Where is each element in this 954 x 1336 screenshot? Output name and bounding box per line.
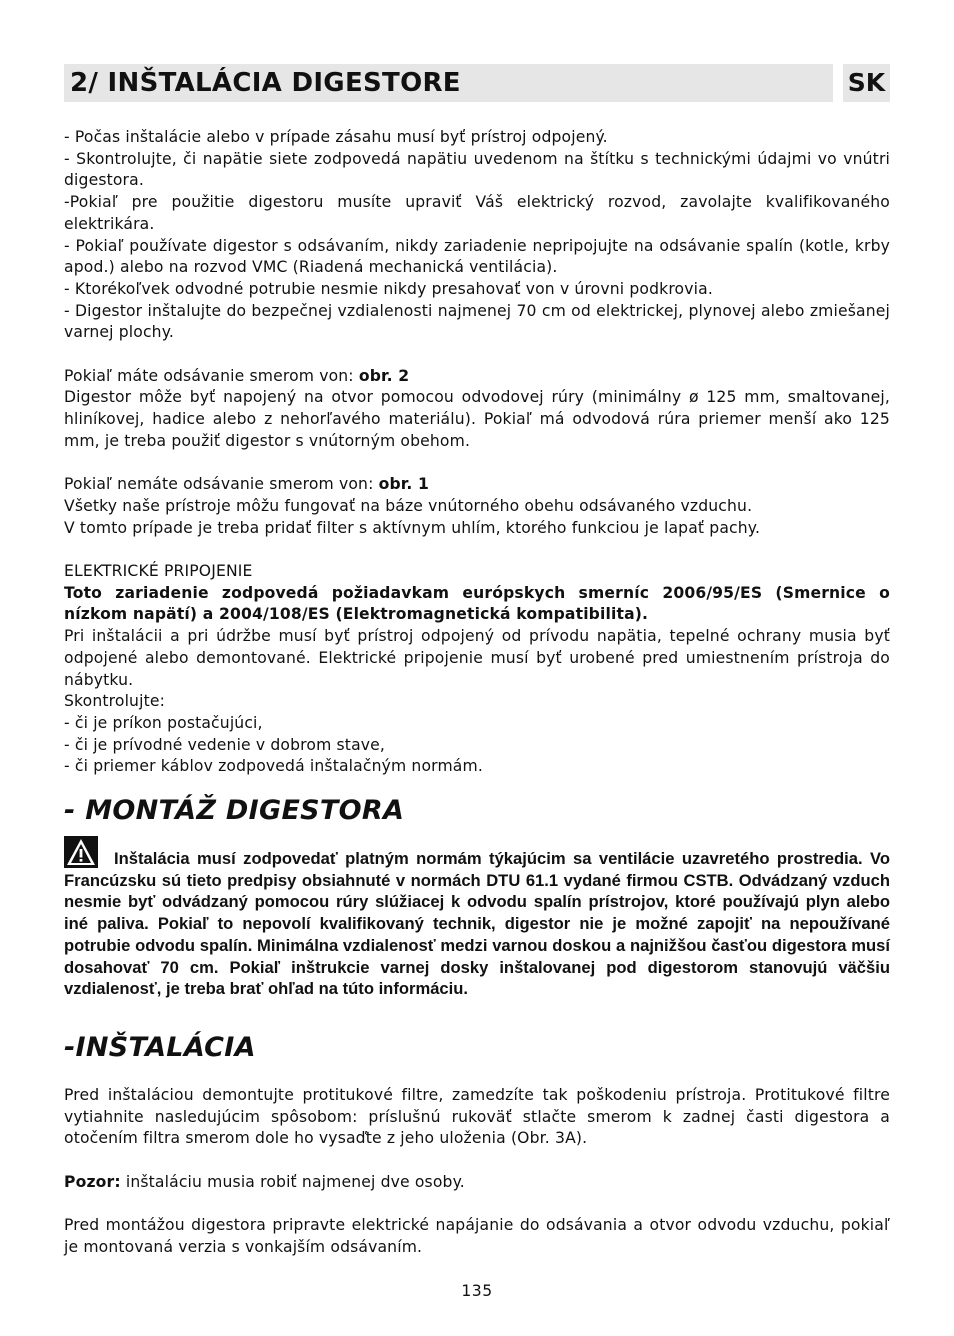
installation-heading: -INŠTALÁCIA: [64, 1032, 256, 1063]
intro-line: - Skontrolujte, či napätie siete zodpovedá napätiu uvedenom na štítku s technickými údajmi vo vnútri digestora.: [64, 149, 890, 190]
language-badge: SK: [843, 64, 890, 102]
recirculation-lead: Pokiaľ nemáte odsávanie smerom von: obr. 1: [64, 475, 430, 494]
recirculation-line: Všetky naše prístroje môžu fungovať na báze vnútorného obehu odsávaného vzduchu.: [64, 496, 753, 515]
figure-ref: obr. 2: [358, 366, 410, 385]
warning-text: Inštalácia musí zodpovedať platným normám týkajúcim sa ventilácie uzavretého prostredia. Vo Francúzsku sú tieto predpisy obsiahnuté v normách DTU 61.1 vydané firmou CSTB. Odvádzaný vzduch nesmie byť odvádzaný pomocou rúry slúžiacej k odvodu spalín prístrojov, ktoré používajú plyn alebo iné paliva. Pokiaľ to nepovolí kvalifikovaný technik, digestor nie je možné zapojiť na nepoužívané potrubie odvodu spalín. Minimálna vzdialenosť medzi varnou doskou a najnižšou časťou digestora musí dosahovať 70 cm. Pokiaľ inštrukcie varnej dosky inštalovanej pod digestorom stanovujú väčšiu vzdialenosť, je treba brať ohľad na túto informáciu.: [64, 849, 890, 999]
installation-text: Pred inštaláciou demontujte protitukové filtre, zamedzíte tak poškodeniu prístroja. Protitukové filtre vytiahnite nasledujúcim spôsobom: príslušnú rukoväť stlačte smerom k zadnej časti digestora a otočením filtra smerom dole ho vysaďte z jeho uloženia (Obr. 3A).: [64, 1086, 890, 1148]
electrical-directives: Toto zariadenie zodpovedá požiadavkam európskych smerníc 2006/95/ES (Smernice o nízkom napätí) a 2004/108/ES (Elektromagnetická kompatibilita).: [64, 583, 890, 624]
intro-line: - Počas inštalácie alebo v prípade zásahu musí byť prístroj odpojený.: [64, 128, 608, 146]
electrical-heading: ELEKTRICKÉ PRIPOJENIE: [64, 562, 253, 581]
check-item: - či priemer káblov zodpovedá inštalačným normám.: [64, 757, 483, 776]
caution-label: Pozor:: [64, 1172, 121, 1191]
caution-line: Pozor: inštaláciu musia robiť najmenej dve osoby.: [64, 1172, 465, 1191]
warning-triangle-icon: [64, 836, 98, 868]
external-exhaust-text: Digestor môže byť napojený na otvor pomocou odvodovej rúry (minimálny ø 125 mm, smaltovanej, hliníkovej, hadice alebo z nehorľavého materiálu). Pokiaľ má odvodová rúra priemer menší ako 125 mm, je treba použiť digestor s vnútorným obehom.: [64, 388, 890, 450]
page-number: 135: [461, 1282, 493, 1300]
recirculation-line: V tomto prípade je treba pridať filter s aktívnym uhlím, ktorého funkciou je lapať pachy.: [64, 518, 761, 537]
electrical-text: Pri inštalácii a pri údržbe musí byť prístroj odpojený od prívodu napätia, tepelné ochrany musia byť odpojené alebo demontované. Elektrické pripojenie musí byť urobené pred umiestnením prístroja do nábytku.: [64, 627, 890, 689]
installation-block: [64, 1085, 890, 1259]
check-item: - či je príkon postačujúci,: [64, 713, 263, 732]
check-item: - či je prívodné vedenie v dobrom stave,: [64, 735, 386, 754]
figure-ref: obr. 1: [378, 475, 430, 494]
intro-line: -Pokiaľ pre použitie digestoru musíte upraviť Váš elektrický rozvod, zavolajte kvalifikovaného elektrikára.: [64, 193, 890, 233]
montage-heading: - MONTÁŽ DIGESTORA: [64, 795, 405, 826]
external-exhaust-lead: Pokiaľ máte odsávanie smerom von: obr. 2: [64, 366, 410, 385]
intro-line: - Pokiaľ používate digestor s odsávaním, nikdy zariadenie nepripojujte na odsávanie spalín (kotle, krby apod.) alebo na rozvod VMC (Riadená mechanická ventilácia).: [64, 236, 890, 277]
check-label: Skontrolujte:: [64, 692, 165, 711]
intro-block: [64, 127, 890, 778]
page-title: 2/ INŠTALÁCIA DIGESTORE: [70, 68, 461, 98]
warning-block: [64, 836, 890, 1000]
installation-text: Pred montážou digestora pripravte elektrické napájanie do odsávania a otvor odvodu vzduchu, pokiaľ je montovaná verzia s vonkajším odsávaním.: [64, 1216, 890, 1256]
intro-line: - Digestor inštalujte do bezpečnej vzdialenosti najmenej 70 cm od elektrickej, plynovej alebo zmiešanej varnej plochy.: [64, 301, 890, 342]
intro-line: - Ktorékoľvek odvodné potrubie nesmie nikdy presahovať von v úrovni podkrovia.: [64, 279, 713, 298]
